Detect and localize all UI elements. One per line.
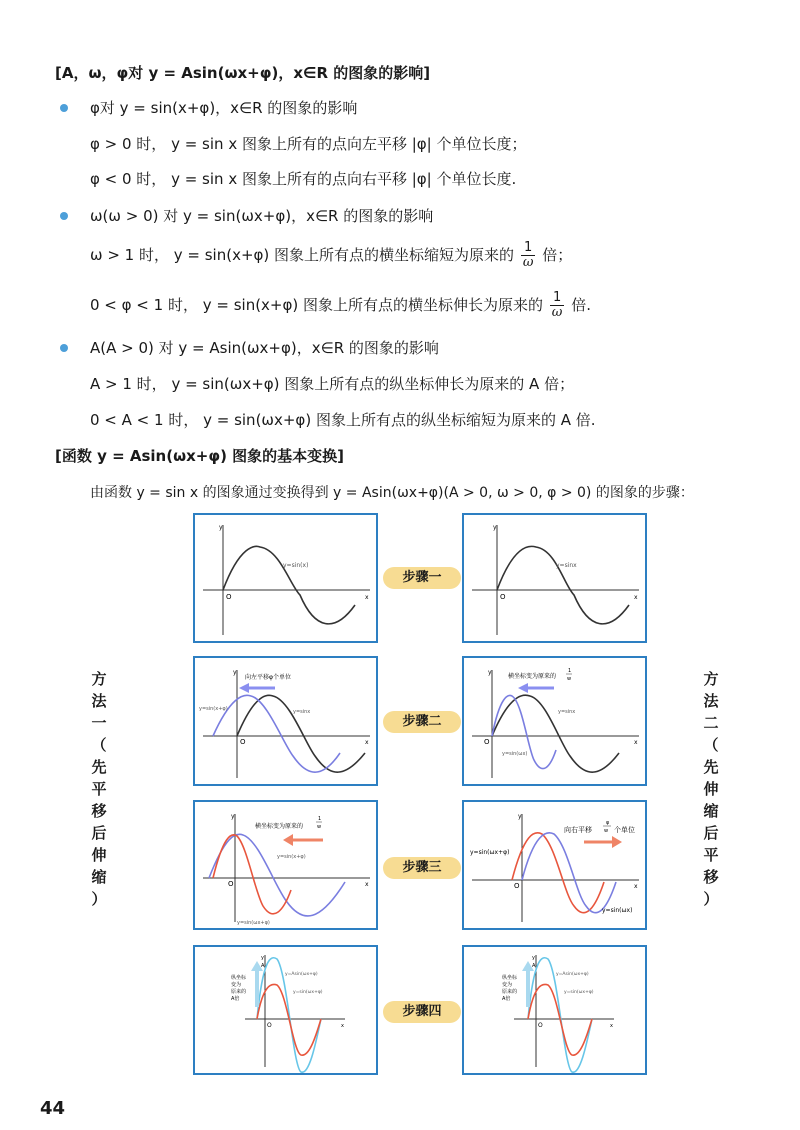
phi-heading: φ对 y = sin(x+φ)，x∈R 的图象的影响 — [90, 99, 358, 117]
graph-scale-w — [464, 658, 645, 784]
label-shift-right: 向右平移 — [564, 826, 592, 834]
label-sinxphi: y=sin(x+φ) — [199, 706, 228, 712]
curve-sinwxphi — [512, 833, 604, 913]
label-frac-w: w — [604, 828, 609, 834]
label-sinwxphi-big: y=sin(ωx+φ) — [470, 849, 510, 856]
step-two-badge: 步骤二 — [383, 711, 461, 733]
label-sinx: y=sinx — [558, 709, 576, 715]
method-char: （ — [91, 736, 107, 754]
omega-fraction-2 — [550, 291, 565, 320]
graph-panel-2-left — [193, 656, 378, 786]
amp-heading: A(A > 0) 对 y = Asin(ωx+φ)，x∈R 的图象的影响 — [90, 339, 439, 357]
arrow-up-shaft — [255, 969, 259, 1007]
label-A: A — [261, 963, 265, 969]
method-char: 方 — [703, 670, 719, 688]
phi-line2: φ < 0 时， y = sin x 图象上所有的点向右平移 |φ| 个单位长度. — [90, 170, 517, 188]
label-y: y — [518, 813, 522, 820]
arrow-left-icon — [518, 683, 528, 693]
label-frac-w: w — [317, 824, 322, 830]
label-o: O — [484, 738, 490, 746]
omega-fraction-1 — [521, 241, 536, 270]
bullet-phi — [60, 104, 68, 112]
step-four-badge: 步骤四 — [383, 1001, 461, 1023]
method-char: 伸 — [703, 780, 719, 798]
curve-sinwx — [492, 695, 556, 768]
method-char: 平 — [703, 846, 719, 864]
label-o: O — [228, 880, 234, 888]
label-y: y — [261, 955, 264, 961]
label-Asin: y=Asin(ωx+φ) — [556, 972, 589, 977]
step-one-badge: 步骤一 — [383, 567, 461, 589]
label-sinx-left: y=sin(x) — [283, 562, 309, 569]
section1-title: [A，ω，φ对 y = Asin(ωx+φ)，x∈R 的图象的影响] — [55, 64, 431, 82]
label-sinxphi: y=sin(x+φ) — [277, 854, 306, 860]
graph-panel-1-left — [193, 513, 378, 643]
page-number: 44 — [40, 1098, 66, 1119]
label-sinwxphi: y=sin(ωx+φ) — [237, 920, 270, 926]
label-x: x — [634, 739, 638, 746]
method-char: 伸 — [91, 846, 107, 864]
graph-panel-4-left — [193, 945, 378, 1075]
omega-line2-post: 倍. — [571, 296, 591, 314]
curve-sinwxphi — [528, 984, 592, 1055]
section2-title: [函数 y = Asin(ωx+φ) 图象的基本变换] — [55, 447, 345, 465]
method-char: ） — [91, 890, 107, 908]
label-vert-1: 纵坐标 — [502, 975, 518, 981]
omega-line2 — [90, 288, 591, 322]
label-frac-one: 1 — [318, 816, 322, 822]
method-char: 法 — [703, 692, 719, 710]
label-y: y — [233, 669, 237, 676]
label-y: y — [493, 524, 497, 531]
curve-sinx — [492, 695, 619, 772]
curve-sinx-phi — [213, 695, 340, 772]
method-char: 先 — [91, 758, 107, 776]
graph-panel-4-right — [462, 945, 647, 1075]
label-o: O — [500, 593, 506, 601]
label-sinwxphi4: y=sin(ωx+φ) — [564, 990, 594, 995]
label-scale-w: 横坐标变为原来的 — [508, 673, 557, 680]
arrow-up-shaft — [526, 969, 530, 1007]
label-frac-w: w — [567, 676, 572, 682]
label-x: x — [365, 594, 369, 601]
arrow-left-icon — [239, 683, 249, 693]
label-shift-left: 向左平移φ个单位 — [245, 674, 291, 681]
arrow-right-icon — [612, 836, 622, 848]
omega-line1-post: 倍； — [542, 246, 573, 264]
omega-heading: ω(ω > 0) 对 y = sin(ωx+φ)，x∈R 的图象的影响 — [90, 207, 434, 225]
label-frac-one: 1 — [568, 668, 572, 674]
label-sinwx-big: y=sin(ωx) — [602, 907, 633, 914]
intro-text: 由函数 y = sin x 的图象通过变换得到 y = Asin(ωx+φ)(A > 0, ω > 0, φ > 0) 的图象的步骤： — [90, 485, 694, 501]
label-o: O — [240, 738, 246, 746]
method-char: （ — [703, 736, 719, 754]
curve-sinwx — [522, 833, 616, 913]
graph-panel-2-right — [462, 656, 647, 786]
graph-sinx-left — [195, 515, 376, 641]
method-char: 移 — [91, 802, 107, 820]
label-vert-3: 原来的 — [502, 989, 518, 995]
bullet-amp — [60, 344, 68, 352]
graph-amplitude-right — [464, 947, 645, 1073]
label-x: x — [365, 739, 369, 746]
label-A: A — [532, 963, 536, 969]
label-sinx-right: y=sinx — [556, 562, 577, 569]
method-char: 方 — [91, 670, 107, 688]
step-three-badge: 步骤三 — [383, 857, 461, 879]
label-x: x — [634, 883, 638, 890]
graph-panel-1-right — [462, 513, 647, 643]
curve-sinx — [223, 546, 355, 624]
method-two-label — [700, 668, 722, 910]
label-Asin: y=Asin(ωx+φ) — [285, 972, 318, 977]
label-o: O — [514, 882, 520, 890]
label-sinx: y=sinx — [293, 709, 311, 715]
label-x: x — [634, 594, 638, 601]
method-char: ） — [703, 890, 719, 908]
label-x: x — [610, 1023, 613, 1029]
label-y: y — [532, 955, 535, 961]
curve-sinwxphi — [257, 984, 321, 1055]
frac-num: 1 — [521, 241, 536, 256]
curve-sinx — [497, 546, 629, 624]
method-char: 平 — [91, 780, 107, 798]
method-char: 缩 — [91, 868, 107, 886]
label-o: O — [267, 1022, 272, 1029]
label-shift-unit: 个单位 — [614, 826, 635, 834]
method-char: 法 — [91, 692, 107, 710]
frac-num: 1 — [550, 291, 565, 306]
graph-shift-right — [464, 802, 645, 928]
label-x: x — [341, 1023, 344, 1029]
label-y: y — [231, 813, 235, 820]
label-y: y — [488, 669, 492, 676]
method-char: 一 — [91, 714, 107, 732]
frac-den: ω — [522, 255, 534, 270]
graph-sinx-right — [464, 515, 645, 641]
label-vert-4: A倍 — [502, 996, 511, 1002]
phi-line1: φ > 0 时， y = sin x 图象上所有的点向左平移 |φ| 个单位长度； — [90, 135, 527, 153]
method-char: 缩 — [703, 802, 719, 820]
method-char: 二 — [703, 714, 719, 732]
graph-scale-after-shift — [195, 802, 376, 928]
graph-panel-3-left — [193, 800, 378, 930]
label-scale-w3: 横坐标变为原来的 — [255, 823, 304, 830]
method-char: 先 — [703, 758, 719, 776]
label-x: x — [365, 881, 369, 888]
method-char: 后 — [91, 824, 107, 842]
frac-den: ω — [551, 305, 563, 320]
amp-line2: 0 < A < 1 时， y = sin(ωx+φ) 图象上所有点的纵坐标缩短为原来的 A 倍. — [90, 411, 596, 429]
label-sinwx: y=sin(ωx) — [502, 751, 528, 757]
label-vert-3: 原来的 — [231, 989, 247, 995]
graph-amplitude-left — [195, 947, 376, 1073]
amp-line1: A > 1 时， y = sin(ωx+φ) 图象上所有点的纵坐标伸长为原来的 A 倍； — [90, 375, 575, 393]
method-one-label — [88, 668, 110, 910]
label-sinwxphi4: y=sin(ωx+φ) — [293, 990, 323, 995]
label-o: O — [538, 1022, 543, 1029]
omega-line1-text: ω > 1 时， y = sin(x+φ) 图象上所有点的横坐标缩短为原来的 — [90, 246, 515, 264]
label-o: O — [226, 593, 232, 601]
method-char: 移 — [703, 868, 719, 886]
bullet-omega — [60, 212, 68, 220]
omega-line1 — [90, 238, 572, 272]
label-vert-2: 变为 — [231, 982, 242, 988]
label-vert-4: A倍 — [231, 996, 240, 1002]
arrow-left-icon — [283, 834, 293, 846]
curve-sinx — [237, 695, 365, 772]
label-y: y — [219, 524, 223, 531]
label-frac-phi: φ — [606, 820, 610, 826]
label-vert-2: 变为 — [502, 982, 513, 988]
curve-sinxphi — [209, 834, 345, 916]
omega-line2-text: 0 < φ < 1 时， y = sin(x+φ) 图象上所有点的横坐标伸长为原来的 — [90, 296, 544, 314]
graph-shift-left — [195, 658, 376, 784]
graph-panel-3-right — [462, 800, 647, 930]
method-char: 后 — [703, 824, 719, 842]
label-vert-1: 纵坐标 — [231, 975, 247, 981]
